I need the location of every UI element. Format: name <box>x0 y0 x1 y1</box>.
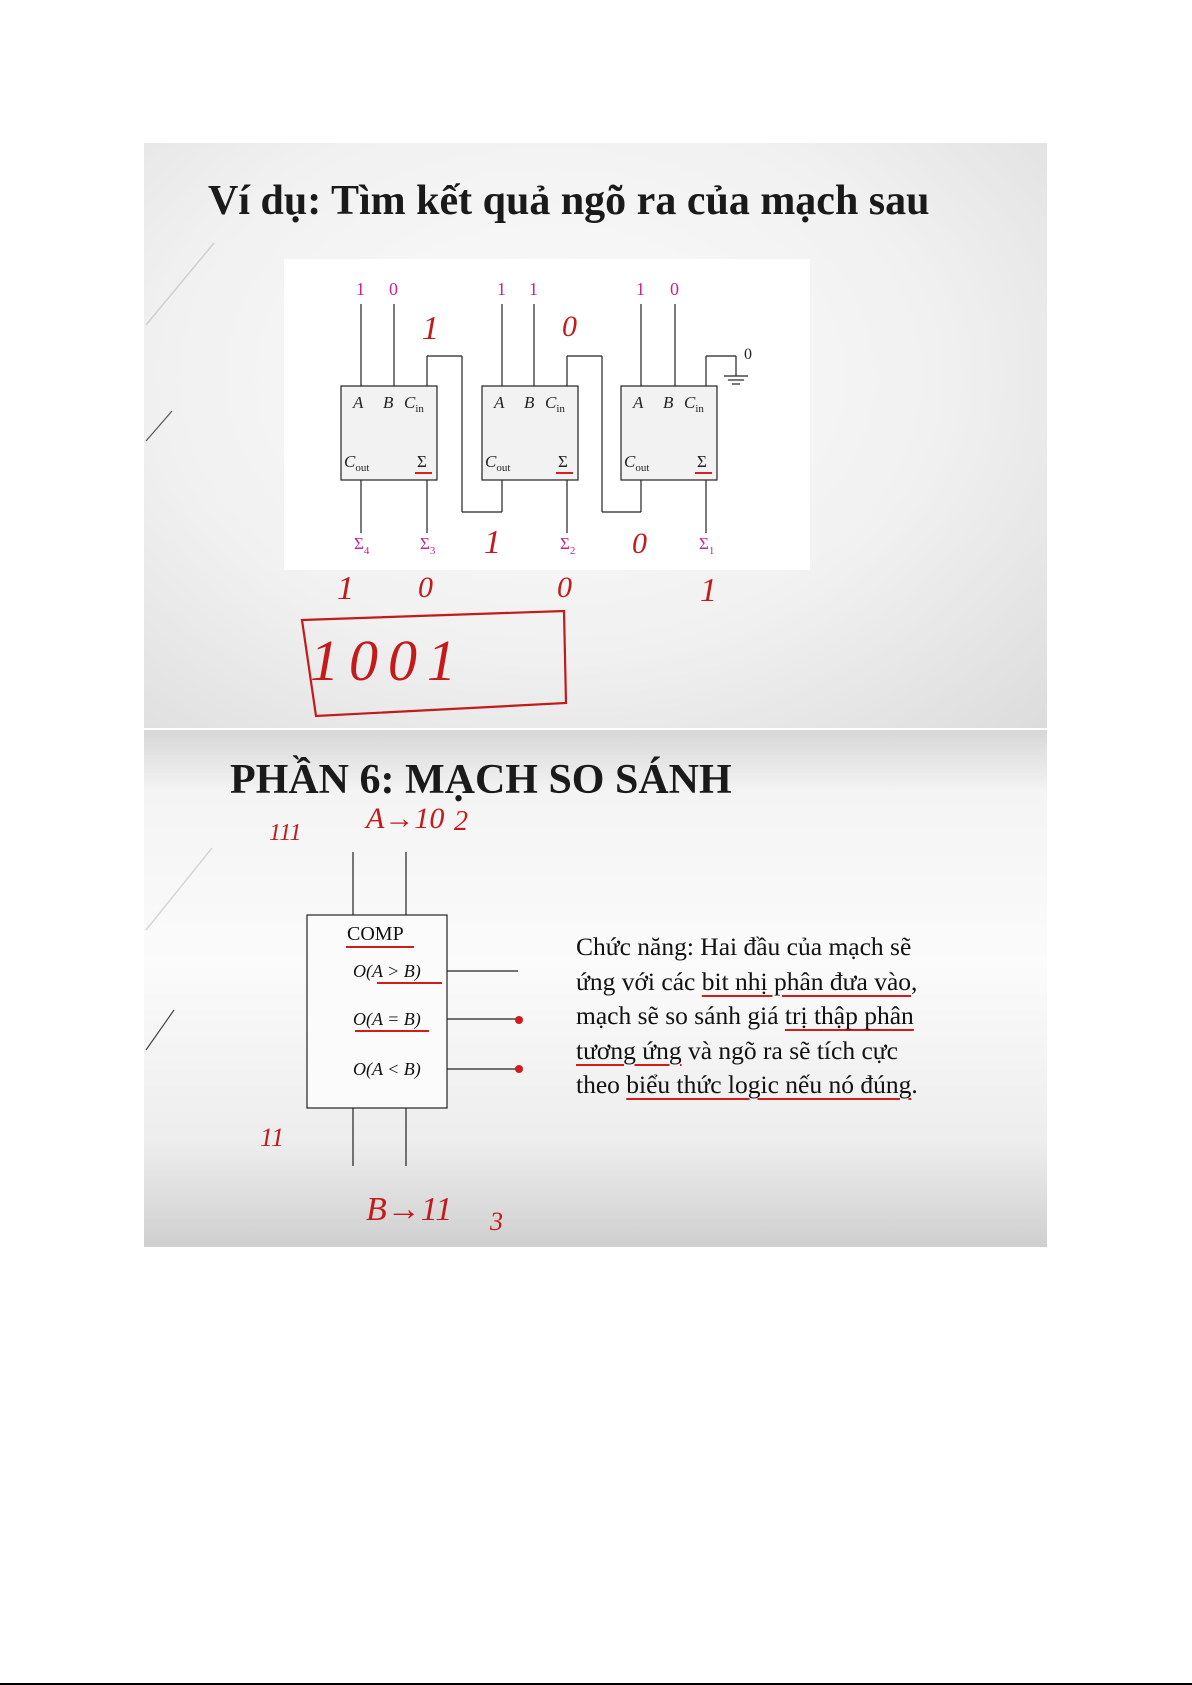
handwritten-b-value: B→11 <box>366 1191 453 1228</box>
adder1-cin-label: $C_{in}$ <box>404 393 424 415</box>
adder3-cout-label: $C_{out}$ <box>624 452 650 474</box>
output-a-equal-b: O(A = B) <box>353 1009 421 1029</box>
adder2-a-input-value: 1 <box>497 279 506 299</box>
handwritten-bottom-left: 11 <box>260 1123 285 1152</box>
adder3-a-input-value: 1 <box>636 279 645 299</box>
output-a-less-b: O(A < B) <box>353 1059 421 1079</box>
output-sigma1: $\Sigma_1$ <box>699 534 715 557</box>
adder2-b-label: B <box>524 393 535 412</box>
desc-line-1: Chức năng: Hai đầu của mạch sẽ <box>576 932 912 961</box>
desc-line-3: mạch sẽ so sánh giá trị thập phân <box>576 1001 914 1030</box>
adder3-sum-label: Σ <box>697 452 707 471</box>
adder2-b-input-value: 1 <box>529 279 538 299</box>
desc-line-5: theo biểu thức logic nếu nó đúng. <box>576 1070 918 1099</box>
handwritten-carry-1: 1 <box>422 310 439 347</box>
adder3-cin-label: $C_{in}$ <box>684 393 704 415</box>
comparator-description <box>576 930 976 1103</box>
handwritten-a-value: A→10 <box>366 802 445 835</box>
handwritten-carry-mid-0: 0 <box>632 527 647 560</box>
slide-title: Ví dụ: Tìm kết quả ngõ ra của mạch sau <box>208 178 930 224</box>
handwritten-carry-0: 0 <box>562 310 577 343</box>
handwritten-a-decimal: 2 <box>454 806 468 837</box>
slide-full-adder-example <box>144 143 1047 728</box>
handwritten-carry-mid-1: 1 <box>484 524 501 561</box>
handwritten-result: 1001 <box>310 628 466 693</box>
handwritten-s4: 1 <box>337 570 354 607</box>
output-a-greater-b: O(A > B) <box>353 961 421 981</box>
handwritten-b-decimal: 3 <box>490 1207 503 1236</box>
output-sigma4: $\Sigma_4$ <box>354 534 370 557</box>
adder3-a-label: A <box>633 393 644 412</box>
adder3-b-input-value: 0 <box>670 279 679 299</box>
comp-label: COMP <box>347 923 404 945</box>
handwritten-s1: 1 <box>700 572 717 609</box>
slide-title: PHẦN 6: MẠCH SO SÁNH <box>230 757 732 803</box>
slide-comparator <box>144 730 1047 1247</box>
ground-value: 0 <box>744 346 752 363</box>
output-sigma2: $\Sigma_2$ <box>560 534 576 557</box>
adder2-a-label: A <box>494 393 505 412</box>
handwritten-annotations <box>144 143 1047 728</box>
handwritten-top-left: 111 <box>269 820 302 846</box>
adder1-b-input-value: 0 <box>389 279 398 299</box>
adder1-a-input-value: 1 <box>356 279 365 299</box>
output-dot-less <box>515 1065 523 1073</box>
handwritten-s3: 0 <box>418 571 433 604</box>
adder1-b-label: B <box>383 393 394 412</box>
adder2-sum-label: Σ <box>558 452 568 471</box>
desc-line-4: tương ứng và ngõ ra sẽ tích cực <box>576 1035 898 1065</box>
adder2-cout-label: $C_{out}$ <box>485 452 511 474</box>
output-dot-equal <box>515 1016 523 1024</box>
output-sigma3: $\Sigma_3$ <box>420 534 436 557</box>
adder3-b-label: B <box>663 393 674 412</box>
adder2-cin-label: $C_{in}$ <box>545 393 565 415</box>
adder1-cout-label: $C_{out}$ <box>344 452 370 474</box>
desc-line-2: ứng với các bit nhị phân đưa vào, <box>576 966 918 996</box>
adder1-a-label: A <box>353 393 364 412</box>
adder1-sum-label: Σ <box>417 452 427 471</box>
handwritten-s2: 0 <box>557 571 572 604</box>
